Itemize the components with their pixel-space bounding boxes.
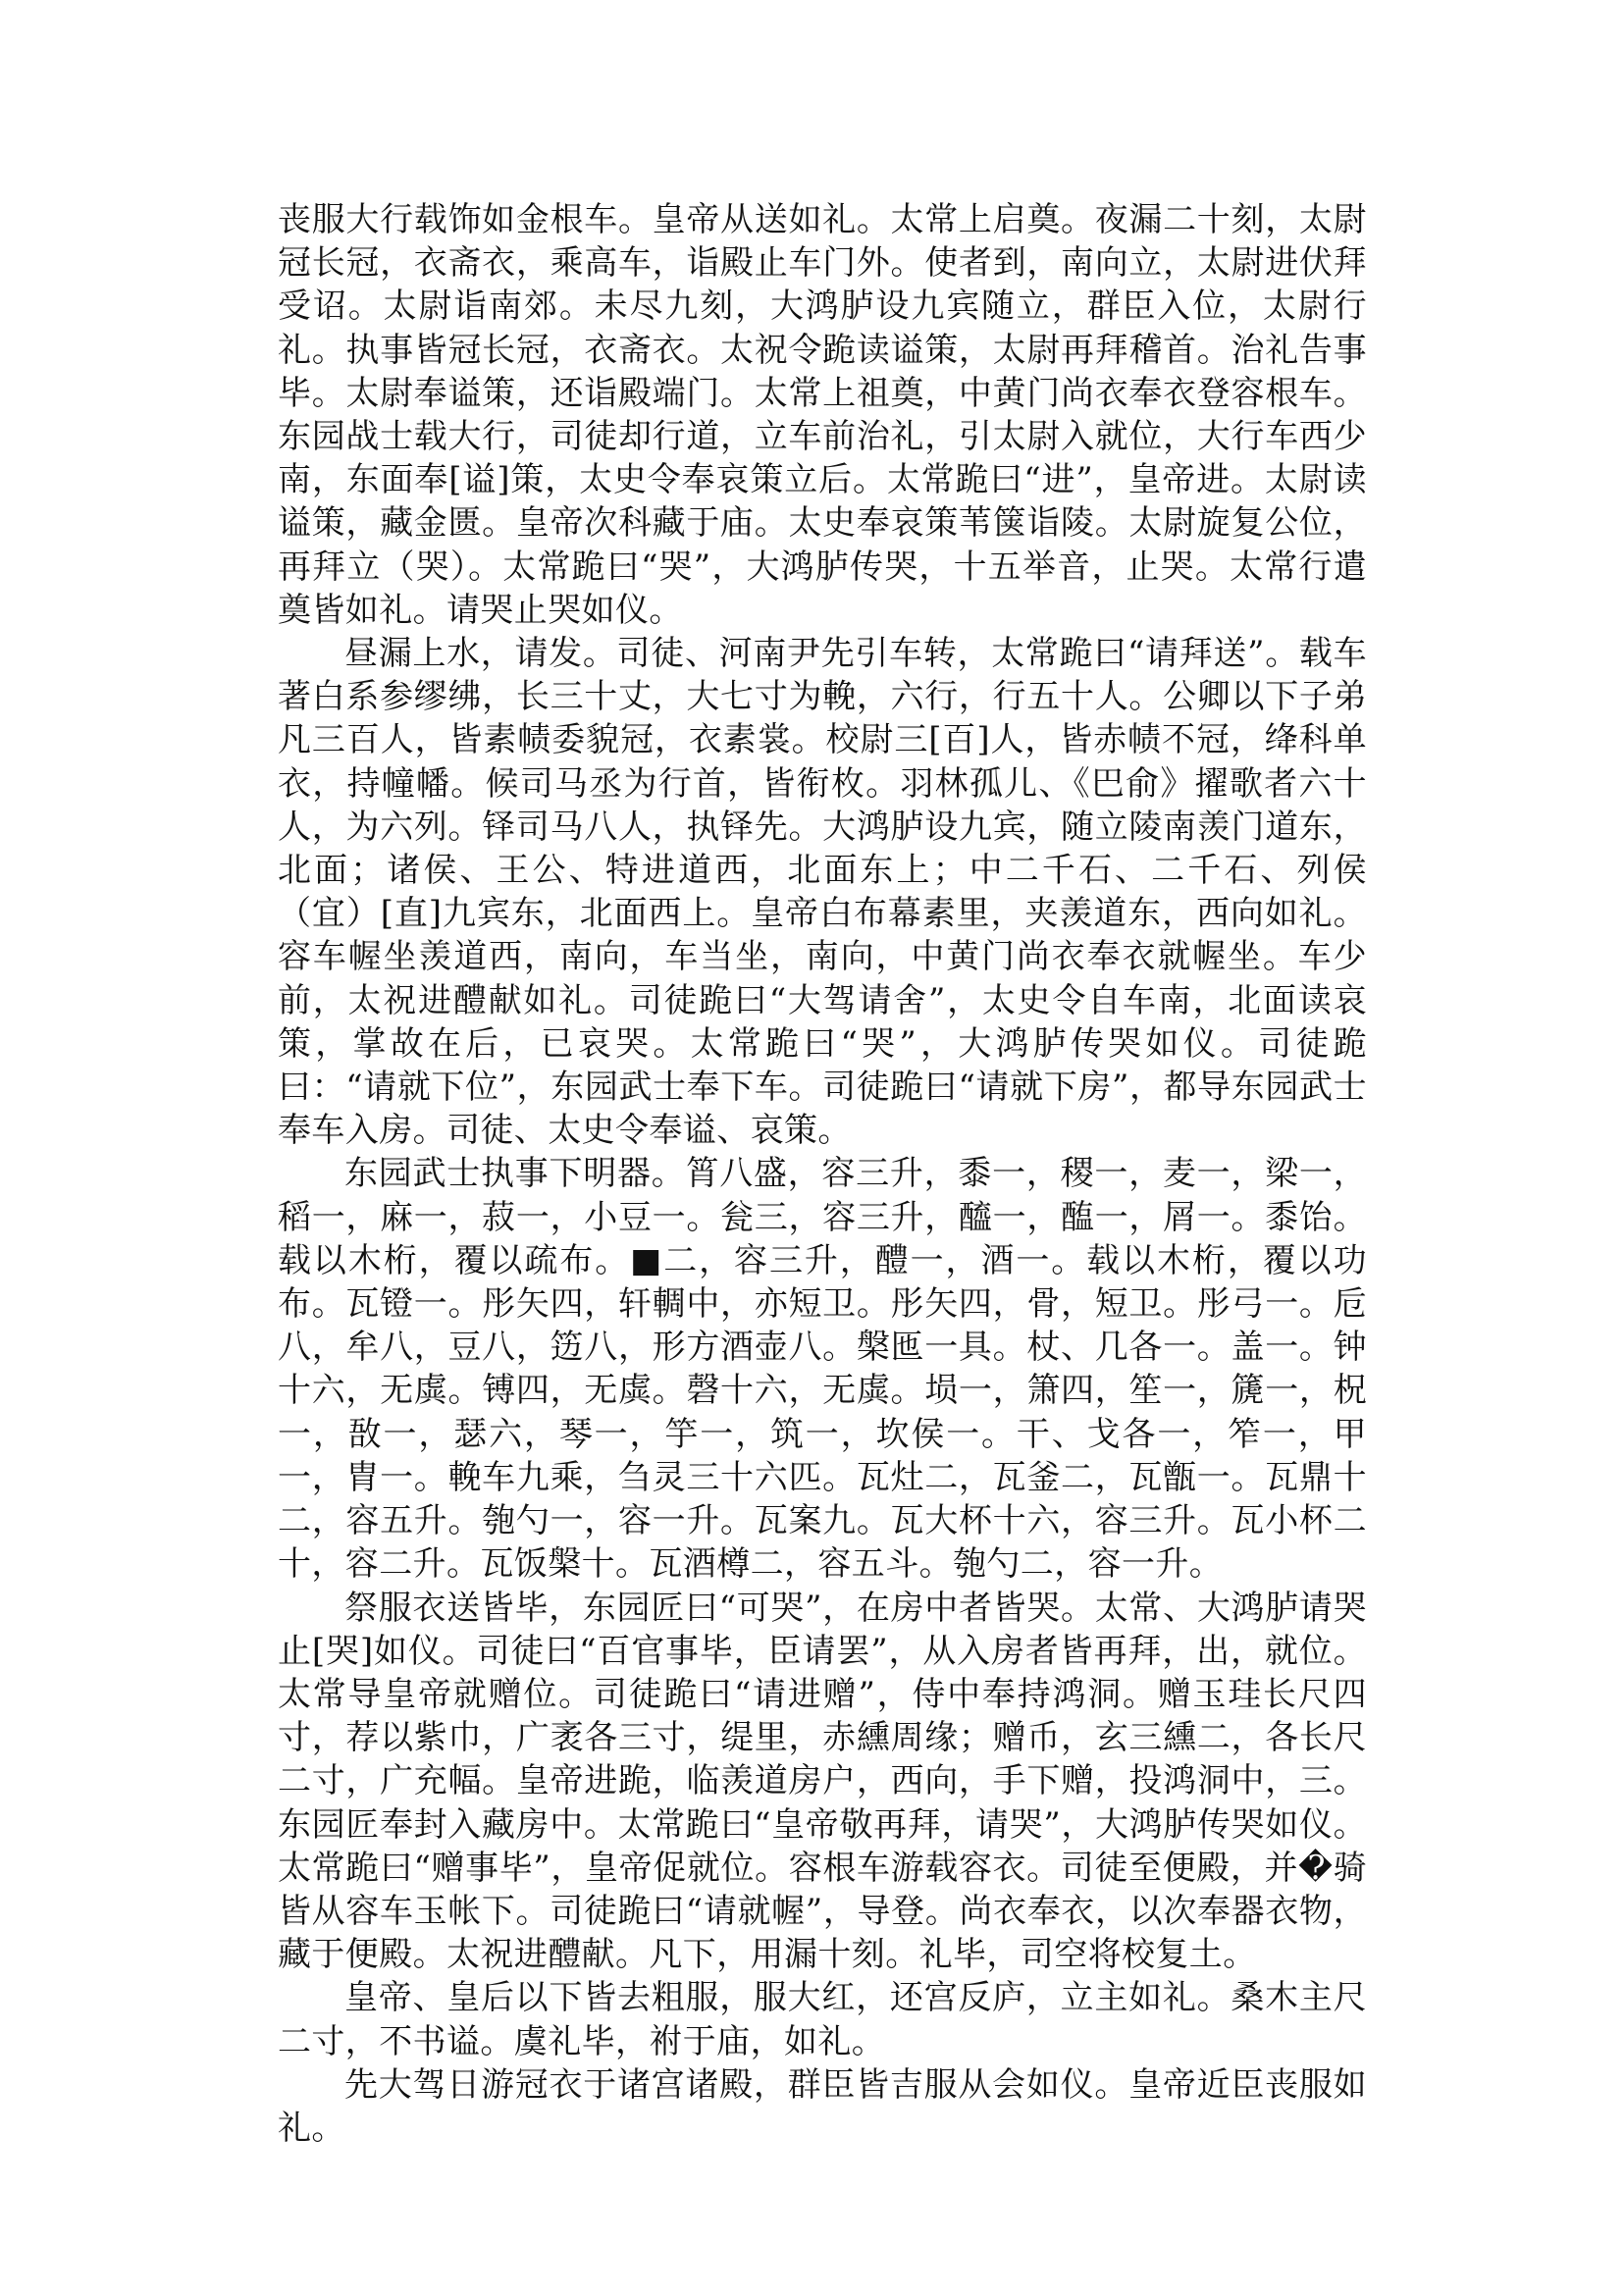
paragraph-5: 皇帝、皇后以下皆去粗服，服大红，还宫反庐，立主如礼。桑木主尺二寸，不书谥。虞礼毕，祔于庙，如礼。 xyxy=(278,1978,1367,2061)
body-text xyxy=(278,198,1367,2150)
paragraph-3: 东园武士执事下明器。筲八盛，容三升，黍一，稷一，麦一，梁一，稻一，麻一，菽一，小豆一。瓮三，容三升，醯一，醢一，屑一。黍饴。载以木桁，覆以疏布。■二，容三升，醴一，酒一。载以木桁，覆以功布。瓦镫一。彤矢四，轩輖中，亦短卫。彤矢四，骨，短卫。彤弓一。卮八，牟八，豆八，笾八，形方酒壶八。槃匜一具。杖、几各一。盖一。钟十六，无虡。镈四，无虡。磬十六，无虡。埙一，箫四，笙一，篪一，柷一，敔一，瑟六，琴一，竽一，筑一，坎侯一。干、戈各一，笮一，甲一，胄一。輓车九乘，刍灵三十六匹。瓦灶二，瓦釜二，瓦甑一。瓦鼎十二，容五升。匏勺一，容一升。瓦案九。瓦大杯十六，容三升。瓦小杯二十，容二升。瓦饭槃十。瓦酒樽二，容五斗。匏勺二，容一升。 xyxy=(278,1154,1367,1585)
paragraph-2: 昼漏上水，请发。司徒、河南尹先引车转，太常跪曰“请拜送”。载车著白系参缪绋，长三十丈，大七寸为輓，六行，行五十人。公卿以下子弟凡三百人，皆素帻委貌冠，衣素裳。校尉三[百]人，皆赤帻不冠，绛科单衣，持幢幡。候司马丞为行首，皆衔枚。羽林孤儿、《巴俞》擢歌者六十人，为六列。铎司马八人，执铎先。大鸿胪设九宾，随立陵南羡门道东，北面；诸侯、王公、特进道西，北面东上；中二千石、二千石、列侯（宜）[直]九宾东，北面西上。皇帝白布幕素里，夹羡道东，西向如礼。容车幄坐羡道西，南向，车当坐，南向，中黄门尚衣奉衣就幄坐。车少前，太祝进醴献如礼。司徒跪曰“大驾请舍”，太史令自车南，北面读哀策，掌故在后，已哀哭。太常跪曰“哭”，大鸿胪传哭如仪。司徒跪曰：“请就下位”，东园武士奉下车。司徒跪曰“请就下房”，都导东园武士奉车入房。司徒、太史令奉谥、哀策。 xyxy=(278,634,1367,1151)
paragraph-6: 先大驾日游冠衣于诸宫诸殿，群臣皆吉服从会如仪。皇帝近臣丧服如礼。 xyxy=(278,2064,1367,2148)
paragraph-1: 丧服大行载饰如金根车。皇帝从送如礼。太常上启奠。夜漏二十刻，太尉冠长冠，衣斋衣，乘高车，诣殿止车门外。使者到，南向立，太尉进伏拜受诏。太尉诣南郊。未尽九刻，大鸿胪设九宾随立，群臣入位，太尉行礼。执事皆冠长冠，衣斋衣。太祝令跪读谥策，太尉再拜稽首。治礼告事毕。太尉奉谥策，还诣殿端门。太常上祖奠，中黄门尚衣奉衣登容根车。东园战士载大行，司徒却行道，立车前治礼，引太尉入就位，大行车西少南，东面奉[谥]策，太史令奉哀策立后。太常跪曰“进”，皇帝进。太尉读谥策，藏金匮。皇帝次科藏于庙。太史奉哀策苇箧诣陵。太尉旋复公位，再拜立（哭）。太常跪曰“哭”，大鸿胪传哭，十五举音，止哭。太常行遣奠皆如礼。请哭止哭如仪。 xyxy=(278,200,1367,630)
paragraph-4: 祭服衣送皆毕，东园匠曰“可哭”，在房中者皆哭。太常、大鸿胪请哭止[哭]如仪。司徒曰“百官事毕，臣请罢”，从入房者皆再拜，出，就位。太常导皇帝就赠位。司徒跪曰“请进赠”，侍中奉持鸿洞。赠玉珪长尺四寸，荐以紫巾，广袤各三寸，缇里，赤纁周缘；赠币，玄三纁二，各长尺二寸，广充幅。皇帝进跪，临羡道房户，西向，手下赠，投鸿洞中，三。东园匠奉封入藏房中。太常跪曰“皇帝敬再拜，请哭”，大鸿胪传哭如仪。太常跪曰“赠事毕”，皇帝促就位。容根车游载容衣。司徒至便殿，并�骑皆从容车玉帐下。司徒跪曰“请就幄”，导登。尚衣奉衣，以次奉器衣物，藏于便殿。太祝进醴献。凡下，用漏十刻。礼毕，司空将校复土。 xyxy=(278,1588,1367,1975)
